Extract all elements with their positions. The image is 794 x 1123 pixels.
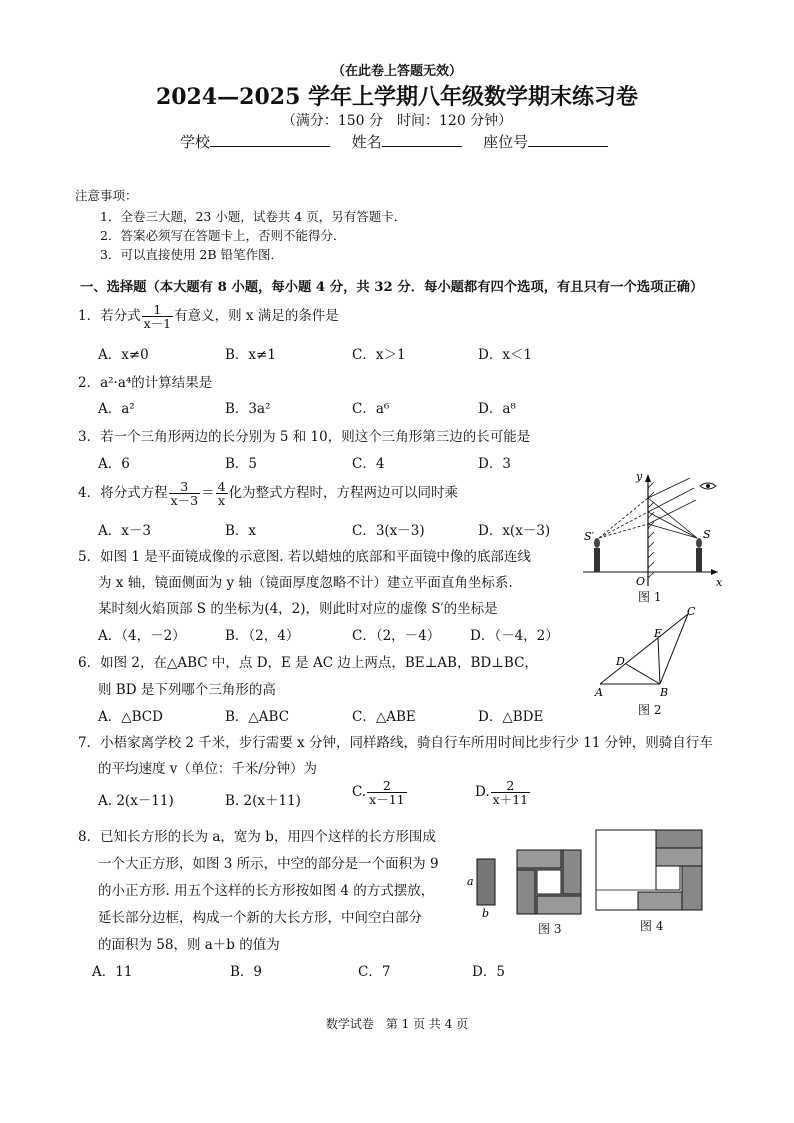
option-b: B．3a² xyxy=(225,401,271,417)
option-a: A．x≠0 xyxy=(98,347,149,363)
option-a: A．△BCD xyxy=(98,709,163,725)
question-text: 某时刻火焰顶部 S 的坐标为(4，2)，则此时对应的虚像 S′的坐标是 xyxy=(98,601,498,617)
question-number: 1． xyxy=(78,308,101,324)
name-field[interactable] xyxy=(382,132,462,147)
option-b: B．（2，4） xyxy=(225,628,300,644)
option-a: A．11 xyxy=(92,964,133,980)
figure-4-rectangles-diagram xyxy=(594,828,706,914)
name-label: 姓名 xyxy=(351,133,382,151)
question-1 xyxy=(78,301,339,331)
figure-1-mirror-diagram xyxy=(578,468,728,608)
option-c: C．△ABE xyxy=(352,709,416,725)
question-number: 6． xyxy=(78,655,101,671)
option-d: D．3 xyxy=(478,456,511,472)
figure-3-label: b xyxy=(482,907,490,920)
question-text: 延长部分边框，构成一个新的大长方形，中间空白部分 xyxy=(98,910,422,926)
figure-2-label: E xyxy=(654,627,663,640)
note-item: 3．可以直接使用 2B 铅笔作图． xyxy=(100,247,284,262)
question-3 xyxy=(78,425,530,445)
option-c: C. $\frac{2}{x-11}$ xyxy=(352,777,405,807)
figure-2-label: D xyxy=(616,655,625,668)
question-text: 有意义，则 x 满足的条件是 xyxy=(174,308,339,324)
info-line xyxy=(180,131,608,152)
figure-1-label: S′ xyxy=(584,530,595,543)
option-d: D．a⁸ xyxy=(478,401,516,417)
fraction: $\frac{4}{x}$ xyxy=(217,478,226,508)
question-2 xyxy=(78,371,212,391)
option-b: B．x≠1 xyxy=(225,347,276,363)
question-text: 若分式 xyxy=(100,308,141,324)
option-a: A．6 xyxy=(98,456,130,472)
figure-1-caption: 图 1 xyxy=(638,590,662,604)
figure-1-label: O xyxy=(636,575,646,588)
note-item: 2．答案必须写在答题卡上，否则不能得分． xyxy=(100,228,346,243)
fraction: $\frac{2}{x+11}$ xyxy=(492,777,529,807)
figure-2-label: B xyxy=(660,686,669,699)
question-number: 2． xyxy=(78,375,101,391)
option-c: C．（2，－4） xyxy=(352,628,441,644)
option-d: D. $\frac{2}{x+11}$ xyxy=(475,777,529,807)
option-d: D．5 xyxy=(472,964,505,980)
option-a: A．（4，－2） xyxy=(98,628,186,644)
question-text: 则 BD 是下列哪个三角形的高 xyxy=(98,682,276,698)
question-6 xyxy=(78,651,538,671)
option-d: D．x(x－3) xyxy=(478,523,551,539)
figure-3-rectangles-diagram xyxy=(465,845,585,925)
question-number: 5． xyxy=(78,549,101,565)
option-d: D．x＜1 xyxy=(478,347,533,363)
question-text: 将分式方程 xyxy=(100,485,168,501)
option-a: A．a² xyxy=(98,401,135,417)
figure-1-label: y xyxy=(636,470,643,483)
notes-heading: 注意事项： xyxy=(75,188,138,203)
seat-label: 座位号 xyxy=(483,133,529,151)
figure-2-triangle-diagram xyxy=(590,604,700,699)
option-b: B. 2(x＋11) xyxy=(225,793,301,809)
section-heading: 一、选择题（本大题有 8 小题，每小题 4 分，共 32 分．每小题都有四个选项，有且只有一个选项正确） xyxy=(80,280,704,295)
question-4: 4．将分式方程 $\frac{3}{x-3}$ ＝ $\frac{4}{x}$ 化为整式方程时，方程两边可以同时乘 xyxy=(78,478,459,508)
option-c: C．3(x－3) xyxy=(352,523,425,539)
option-b: B．9 xyxy=(230,964,263,980)
question-text: 的平均速度 v（单位：千米/分钟）为 xyxy=(98,761,317,777)
option-d: D．△BDE xyxy=(478,709,544,725)
school-label: 学校 xyxy=(180,133,211,151)
question-number: 4． xyxy=(78,485,101,501)
question-text: 已知长方形的长为 a，宽为 b，用四个这样的长方形围成 xyxy=(100,829,436,845)
figure-2-label: A xyxy=(595,686,603,699)
option-d: D．（－4，2） xyxy=(470,628,559,644)
question-number: 8． xyxy=(78,829,101,845)
page-footer: 数学试卷 第 1 页 共 4 页 xyxy=(325,1017,469,1031)
figure-1-label: x xyxy=(716,576,723,589)
question-text: 的小正方形. 用五个这样的长方形按如图 4 的方式摆放， xyxy=(98,883,435,899)
fraction: $\frac{2}{x-11}$ xyxy=(369,777,405,807)
notice: （在此卷上答题无效） xyxy=(331,64,462,79)
seat-field[interactable] xyxy=(528,132,608,147)
question-text: 若一个三角形两边的长分别为 5 和 10，则这个三角形第三边的长可能是 xyxy=(100,429,531,445)
question-text: 为 x 轴，镜面侧面为 y 轴（镜面厚度忽略不计）建立平面直角坐标系. xyxy=(98,575,513,591)
question-text: 小梧家离学校 2 千米，步行需要 x 分钟，同样路线，骑自行车所用时间比步行少 11 分钟，则骑自行车 xyxy=(100,735,713,751)
option-c: C．x＞1 xyxy=(352,347,406,363)
figure-1-label: S xyxy=(703,528,711,541)
question-text: 一个大正方形，如图 3 所示，中空的部分是一个面积为 9 xyxy=(98,856,439,872)
school-field[interactable] xyxy=(210,132,330,147)
figure-3-caption: 图 3 xyxy=(538,922,562,936)
option-c: C．7 xyxy=(358,964,391,980)
question-number: 7． xyxy=(78,735,101,751)
figure-4-caption: 图 4 xyxy=(640,919,664,933)
question-text: a²·a⁴的计算结果是 xyxy=(100,375,213,391)
option-c: C．4 xyxy=(352,456,385,472)
question-text: 如图 2，在△ABC 中，点 D，E 是 AC 边上两点，BE⊥AB，BD⊥BC， xyxy=(100,655,538,671)
option-b: B．5 xyxy=(225,456,258,472)
note-item: 1．全卷三大题，23 小题，试卷共 4 页，另有答题卡． xyxy=(100,209,407,224)
option-a: A. 2(x－11) xyxy=(98,793,174,809)
option-b: B．△ABC xyxy=(225,709,290,725)
option-b: B．x xyxy=(225,523,257,539)
figure-2-caption: 图 2 xyxy=(638,703,662,717)
question-8 xyxy=(78,825,436,845)
question-text: 的面积为 58，则 a＋b 的值为 xyxy=(98,937,280,953)
figure-3-label: a xyxy=(467,875,474,888)
option-a: A．x－3 xyxy=(98,523,151,539)
fraction: $\frac{1}{x-1}$ xyxy=(143,301,172,331)
fraction: $\frac{3}{x-3}$ xyxy=(170,478,199,508)
question-7 xyxy=(78,731,713,751)
question-text: 化为整式方程时，方程两边可以同时乘 xyxy=(228,485,459,501)
question-5 xyxy=(78,545,531,565)
question-number: 3． xyxy=(78,429,101,445)
page-title: 2024—2025 学年上学期八年级数学期末练习卷 xyxy=(155,84,639,110)
question-text: 如图 1 是平面镜成像的示意图. 若以蜡烛的底部和平面镜中像的底部连线 xyxy=(100,549,531,565)
page-subtitle: （满分：150 分 时间：120 分钟） xyxy=(281,113,513,129)
figure-2-label: C xyxy=(687,605,696,618)
option-c: C．a⁶ xyxy=(352,401,390,417)
